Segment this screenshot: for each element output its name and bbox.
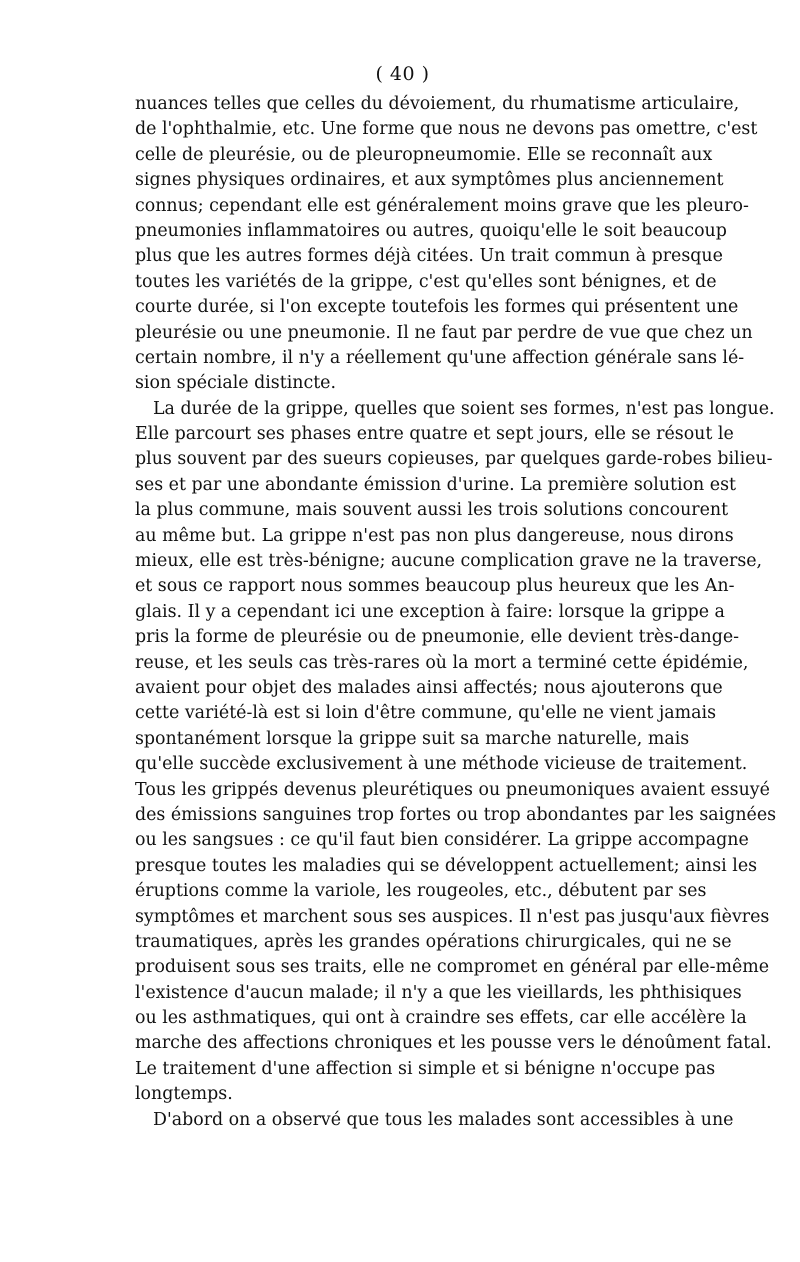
text-line: toutes les variétés de la grippe, c'est qu'elles sont bénignes, et de bbox=[135, 271, 717, 292]
text-line: D'abord on a observé que tous les malades sont accessibles à une bbox=[153, 1109, 734, 1130]
paragraph bbox=[135, 1108, 734, 1133]
text-line: éruptions comme la variole, les rougeoles, etc., débutent par ses bbox=[135, 881, 707, 902]
text-line: glais. Il y a cependant ici une exception à faire: lorsque la grippe a bbox=[135, 601, 725, 622]
text-line: La durée de la grippe, quelles que soient ses formes, n'est pas longue. bbox=[153, 398, 775, 419]
text-line: plus souvent par des sueurs copieuses, par quelques garde-robes bilieu- bbox=[135, 449, 773, 470]
text-line: Le traitement d'une affection si simple et si bénigne n'occupe pas bbox=[135, 1058, 716, 1079]
text-line: reuse, et les seuls cas très-rares où la mort a terminé cette épidémie, bbox=[135, 652, 749, 673]
text-line: connus; cependant elle est généralement moins grave que les pleuro- bbox=[135, 195, 749, 216]
paragraph bbox=[135, 397, 777, 1108]
text-line: marche des affections chroniques et les pousse vers le dénoûment fatal. bbox=[135, 1033, 772, 1054]
text-line: symptômes et marchent sous ses auspices. Il n'est pas jusqu'aux fièvres bbox=[135, 906, 770, 927]
text-line: de l'ophthalmie, etc. Une forme que nous ne devons pas omettre, c'est bbox=[135, 119, 758, 140]
text-line: traumatiques, après les grandes opérations chirurgicales, qui ne se bbox=[135, 931, 732, 952]
text-line: ses et par une abondante émission d'urine. La première solution est bbox=[135, 474, 736, 495]
text-line: au même but. La grippe n'est pas non plus dangereuse, nous dirons bbox=[135, 525, 734, 546]
text-line: produisent sous ses traits, elle ne compromet en général par elle-même bbox=[135, 957, 770, 978]
text-line: ou les sangsues : ce qu'il faut bien considérer. La grippe accompagne bbox=[135, 830, 749, 851]
text-line: spontanément lorsque la grippe suit sa marche naturelle, mais bbox=[135, 728, 690, 749]
body-text bbox=[135, 92, 777, 1133]
text-line: mieux, elle est très-bénigne; aucune complication grave ne la traverse, bbox=[135, 551, 763, 572]
text-line: l'existence d'aucun malade; il n'y a que les vieillards, les phthisiques bbox=[135, 982, 742, 1003]
text-line: plus que les autres formes déjà citées. Un trait commun à presque bbox=[135, 246, 723, 267]
text-line: et sous ce rapport nous sommes beaucoup plus heureux que les An- bbox=[135, 576, 735, 597]
text-line: qu'elle succède exclusivement à une méthode vicieuse de traitement. bbox=[135, 754, 748, 775]
text-line: pleurésie ou une pneumonie. Il ne faut par perdre de vue que chez un bbox=[135, 322, 753, 343]
text-line: pris la forme de pleurésie ou de pneumonie, elle devient très-dange- bbox=[135, 627, 739, 648]
text-line: des émissions sanguines trop fortes ou trop abondantes par les saignées bbox=[135, 804, 777, 825]
text-line: signes physiques ordinaires, et aux symptômes plus anciennement bbox=[135, 170, 724, 191]
text-line: courte durée, si l'on excepte toutefois les formes qui présentent une bbox=[135, 297, 739, 318]
text-line: avaient pour objet des malades ainsi affectés; nous ajouterons que bbox=[135, 677, 723, 698]
book-page bbox=[135, 62, 777, 1133]
text-line: celle de pleurésie, ou de pleuropneumomie. Elle se reconnaît aux bbox=[135, 144, 713, 165]
text-line: Elle parcourt ses phases entre quatre et sept jours, elle se résout le bbox=[135, 424, 734, 445]
paragraph bbox=[135, 92, 758, 397]
text-line: sion spéciale distincte. bbox=[135, 373, 337, 394]
text-line: Tous les grippés devenus pleurétiques ou pneumoniques avaient essuyé bbox=[135, 779, 770, 800]
text-line: longtemps. bbox=[135, 1084, 233, 1105]
page-number: ( 40 ) bbox=[375, 63, 430, 85]
text-line: presque toutes les maladies qui se développent actuellement; ainsi les bbox=[135, 855, 758, 876]
text-line: nuances telles que celles du dévoiement, du rhumatisme articulaire, bbox=[135, 94, 740, 114]
text-line: certain nombre, il n'y a réellement qu'une affection générale sans lé- bbox=[135, 347, 745, 368]
text-line: pneumonies inflammatoires ou autres, quoiqu'elle le soit beaucoup bbox=[135, 220, 727, 241]
text-line: cette variété-là est si loin d'être commune, qu'elle ne vient jamais bbox=[135, 703, 717, 724]
text-line: ou les asthmatiques, qui ont à craindre ses effets, car elle accélère la bbox=[135, 1008, 747, 1029]
text-line: la plus commune, mais souvent aussi les trois solutions concourent bbox=[135, 500, 729, 521]
